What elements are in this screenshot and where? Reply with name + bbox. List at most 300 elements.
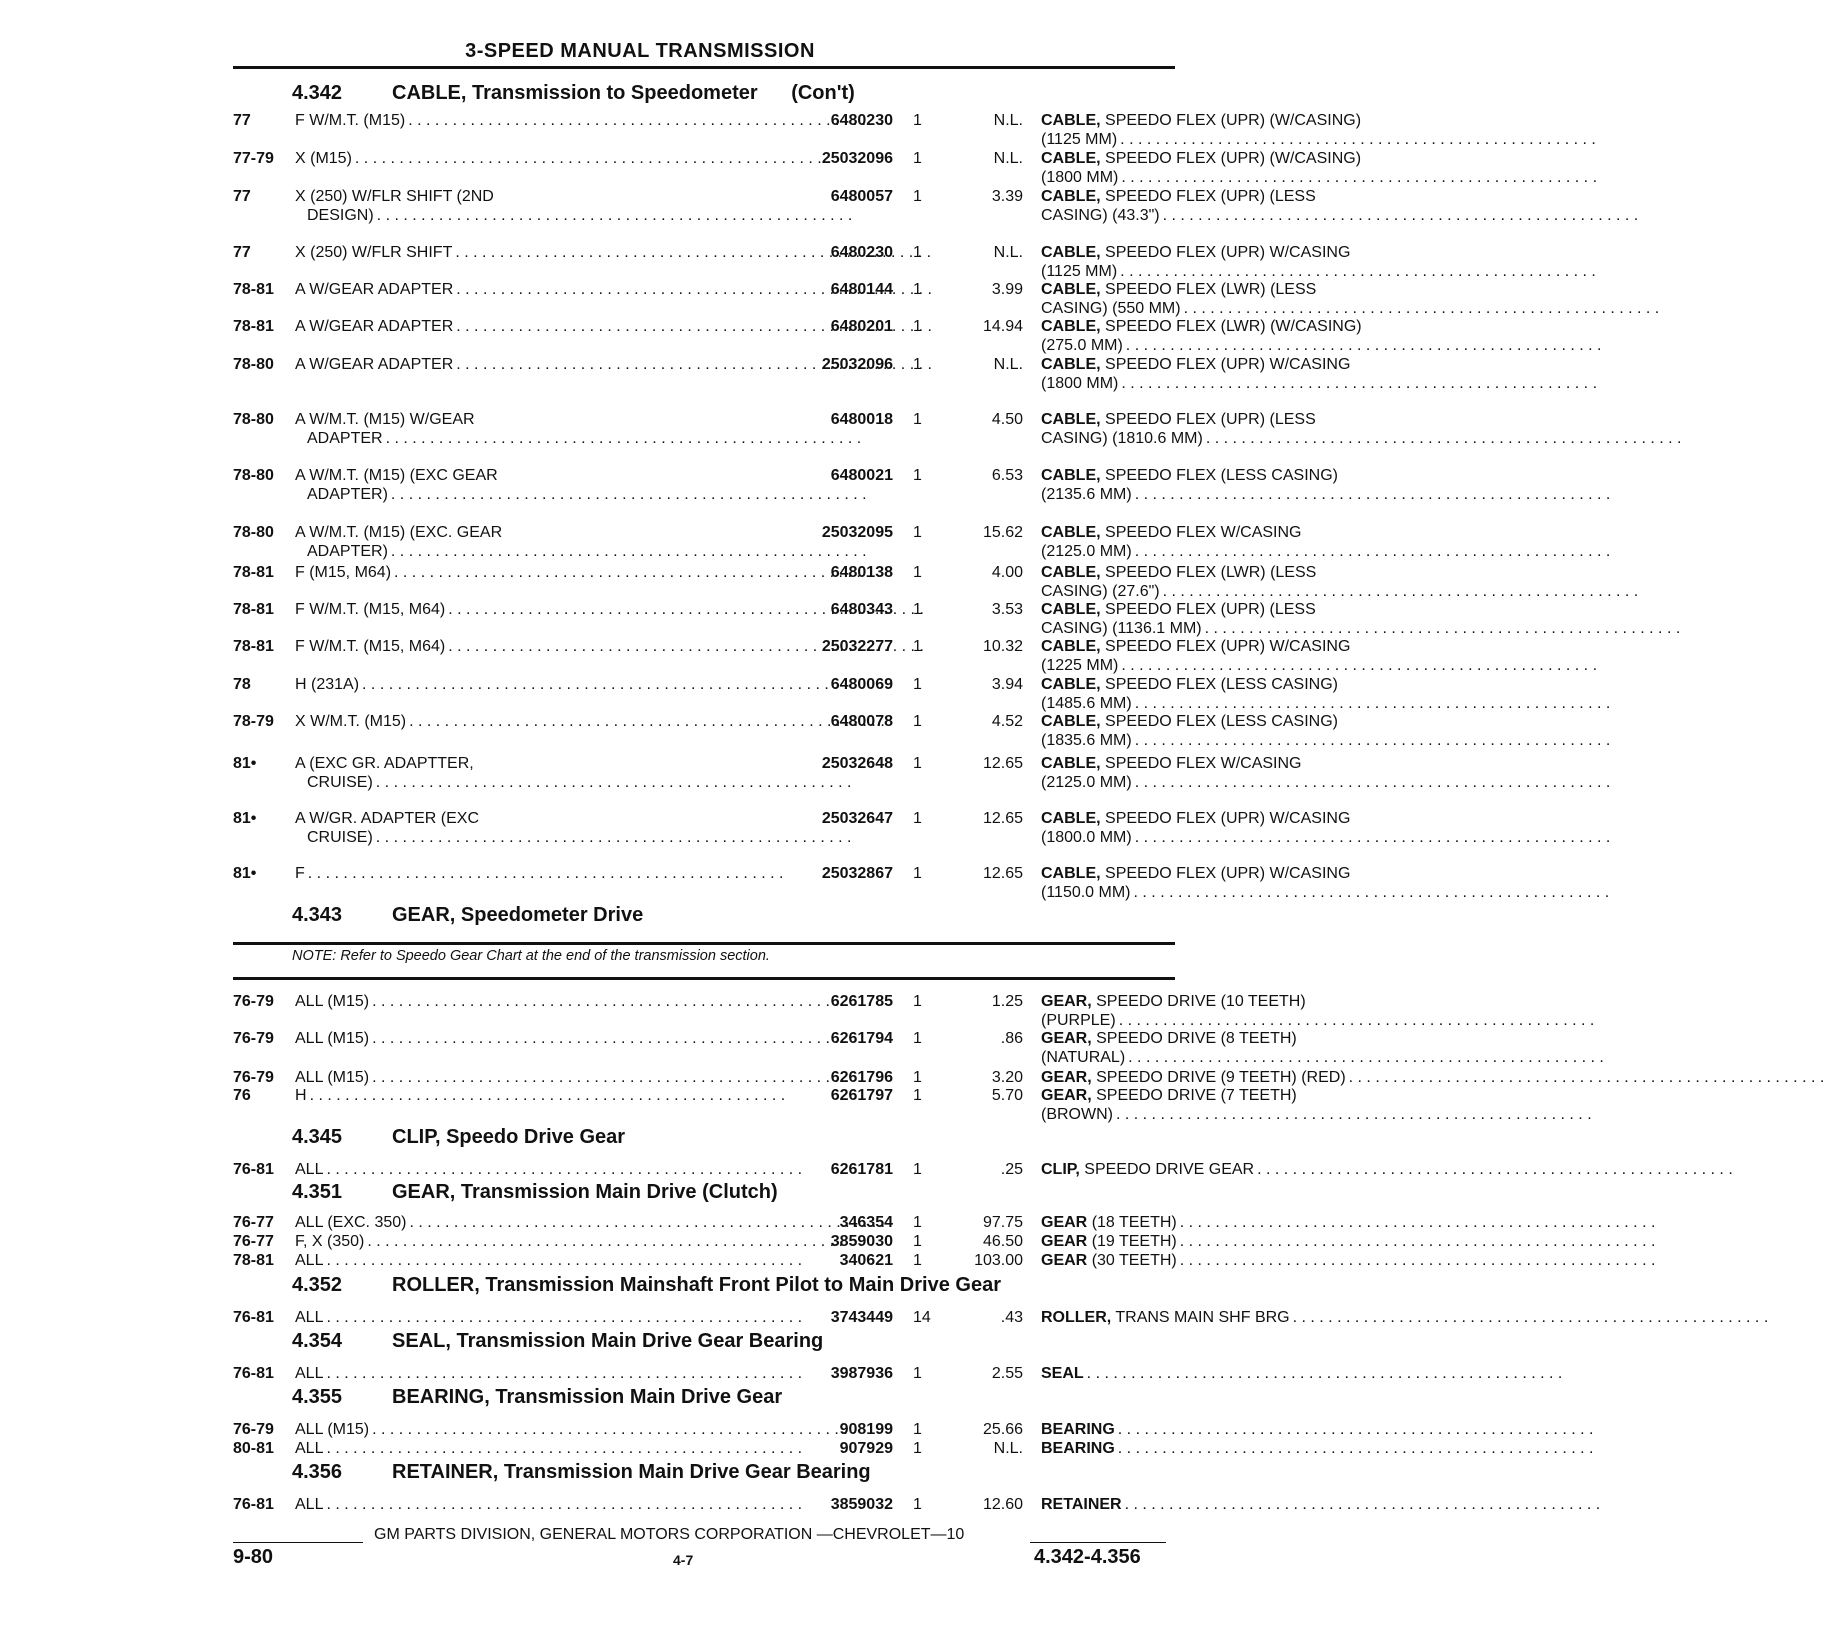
- dot-leader: [326, 1160, 802, 1179]
- dot-leader: [1257, 1160, 1733, 1179]
- description-line: [1041, 355, 1409, 374]
- model-years: 77-79: [233, 150, 274, 167]
- description-detail: SPEEDO FLEX (LWR) (W/CASING): [1105, 318, 1362, 335]
- description-text: [1041, 1308, 1293, 1327]
- application-line: [295, 864, 793, 883]
- application-line: [295, 1160, 793, 1179]
- description: [1041, 410, 1409, 448]
- application-line: [295, 243, 793, 262]
- description-line: [1041, 600, 1409, 619]
- quantity: 1: [913, 1233, 922, 1250]
- description-detail: SPEEDO FLEX W/CASING: [1105, 524, 1302, 541]
- application: [295, 1251, 793, 1270]
- dot-leader: [1184, 299, 1660, 318]
- dot-leader: [326, 1308, 802, 1327]
- description-line: [1041, 111, 1409, 130]
- dot-leader: [1128, 1048, 1604, 1067]
- quantity: 1: [913, 356, 922, 373]
- quantity: 1: [913, 601, 922, 618]
- description-line: [1041, 1213, 1409, 1232]
- description-line: [1041, 187, 1409, 206]
- application-text: CRUISE): [307, 774, 373, 791]
- price: 12.60: [982, 1496, 1023, 1513]
- dot-leader: [1121, 374, 1597, 393]
- model-years: 78-80: [233, 411, 274, 428]
- description-noun: GEAR,: [1041, 993, 1092, 1010]
- description-line: [1041, 1232, 1409, 1251]
- description-text: [1041, 1087, 1297, 1104]
- price: 12.65: [982, 755, 1023, 772]
- description-text: [1041, 1068, 1349, 1087]
- section-heading-4355: [292, 1386, 782, 1409]
- application: [295, 1439, 793, 1458]
- section-number: 4.352: [292, 1274, 343, 1296]
- part-number: 908199: [839, 1421, 893, 1438]
- description-text: [1041, 1213, 1180, 1232]
- description-text: (1125 MM): [1041, 263, 1118, 280]
- dot-leader: [362, 675, 838, 694]
- application-text: ALL: [295, 1496, 324, 1513]
- description-text: [1041, 318, 1362, 335]
- application-text: ALL (M15): [295, 1030, 370, 1047]
- price: N.L.: [993, 112, 1023, 129]
- part-number: 6261781: [830, 1161, 893, 1178]
- quantity: 1: [913, 676, 922, 693]
- note-rule-bottom: [233, 977, 1175, 980]
- dot-leader: [1180, 1232, 1656, 1251]
- model-years: 78-81: [233, 318, 274, 335]
- application: [295, 410, 793, 448]
- description-text: (1150.0 MM): [1041, 884, 1131, 901]
- description-line: [1041, 542, 1409, 561]
- quantity: 1: [913, 1030, 922, 1047]
- description-noun: CABLE,: [1041, 411, 1101, 428]
- dot-leader: [355, 149, 831, 168]
- application-line: [295, 712, 793, 731]
- dot-leader: [326, 1251, 802, 1270]
- quantity: 1: [913, 188, 922, 205]
- dot-leader: [1120, 262, 1596, 281]
- application: [295, 1086, 793, 1105]
- description: [1041, 1232, 1409, 1251]
- description: [1041, 1364, 1409, 1383]
- part-number: 6261794: [830, 1030, 893, 1047]
- section-heading-4351: [292, 1181, 778, 1204]
- description-line: [1041, 675, 1409, 694]
- description-detail: SPEEDO FLEX (LESS CASING): [1105, 467, 1338, 484]
- part-number: 25032867: [821, 865, 893, 882]
- application: [295, 1213, 793, 1232]
- description-text: [1041, 1251, 1180, 1270]
- application: [295, 1364, 793, 1383]
- page-title: 3-SPEED MANUAL TRANSMISSION: [465, 40, 815, 62]
- application-text: F W/M.T. (M15): [295, 112, 406, 129]
- model-years: 81•: [233, 755, 257, 772]
- description-text: (1800 MM): [1041, 375, 1119, 392]
- part-number: 6480230: [830, 244, 893, 261]
- application-text: F W/M.T. (M15, M64): [295, 601, 446, 618]
- section-note: NOTE: Refer to Speedo Gear Chart at the end of the transmission section.: [292, 948, 770, 964]
- description-line: [1041, 168, 1409, 187]
- quantity: 1: [913, 1214, 922, 1231]
- description: [1041, 1251, 1409, 1270]
- price: 4.52: [991, 713, 1023, 730]
- application-line: [295, 600, 793, 619]
- application: [295, 1232, 793, 1251]
- description: [1041, 187, 1409, 225]
- application: [295, 1029, 793, 1048]
- part-number: 6480138: [830, 564, 893, 581]
- description-text: (NATURAL): [1041, 1049, 1126, 1066]
- description-line: [1041, 1308, 1409, 1327]
- description-detail: SPEEDO FLEX (LESS CASING): [1105, 713, 1338, 730]
- application: [295, 563, 793, 582]
- description-detail: (30 TEETH): [1091, 1252, 1177, 1269]
- application-line: [295, 429, 793, 448]
- dot-leader: [1135, 485, 1611, 504]
- description-noun: GEAR,: [1041, 1030, 1092, 1047]
- part-number: 6480144: [830, 281, 893, 298]
- application-text: ADAPTER): [307, 543, 388, 560]
- part-number: 3859030: [830, 1233, 893, 1250]
- description-noun: CLIP,: [1041, 1161, 1080, 1178]
- description-detail: TRANS MAIN SHF BRG: [1115, 1309, 1290, 1326]
- dot-leader: [1119, 1011, 1595, 1030]
- price: 97.75: [982, 1214, 1023, 1231]
- section-heading-4354: [292, 1330, 823, 1353]
- application: [295, 1308, 793, 1327]
- description-line: [1041, 712, 1409, 731]
- application-text: ALL (EXC. 350): [295, 1214, 407, 1231]
- section-continued: (Con't): [791, 82, 855, 104]
- description-line: [1041, 694, 1409, 713]
- application: [295, 992, 793, 1011]
- application-text: F W/M.T. (M15, M64): [295, 638, 446, 655]
- description-text: [1041, 1439, 1118, 1458]
- application-text: A W/GEAR ADAPTER: [295, 281, 454, 298]
- description-text: [1041, 1030, 1297, 1047]
- dot-leader: [1135, 694, 1611, 713]
- price: 103.00: [974, 1252, 1023, 1269]
- section-title: GEAR, Transmission Main Drive (Clutch): [392, 1181, 778, 1203]
- application-line: [295, 1213, 793, 1232]
- model-years: 76-77: [233, 1214, 274, 1231]
- quantity: 1: [913, 112, 922, 129]
- application-line: A W/M.T. (M15) (EXC GEAR: [295, 467, 498, 484]
- description-line: [1041, 206, 1409, 225]
- description-noun: GEAR: [1041, 1214, 1088, 1231]
- description-text: (1485.6 MM): [1041, 695, 1132, 712]
- description-line: [1041, 410, 1409, 429]
- section-title: CABLE, Transmission to Speedometer: [392, 82, 758, 104]
- description: [1041, 712, 1409, 750]
- description-noun: CABLE,: [1041, 755, 1101, 772]
- section-heading-4356: [292, 1461, 871, 1484]
- application-line: [295, 1308, 793, 1327]
- description: [1041, 809, 1409, 847]
- price: 3.53: [991, 601, 1023, 618]
- part-number: 6480018: [830, 411, 893, 428]
- quantity: 1: [913, 713, 922, 730]
- application-line: [295, 1420, 793, 1439]
- description-line: [1041, 1251, 1409, 1270]
- dot-leader: [377, 206, 853, 225]
- section-title: ROLLER, Transmission Mainshaft Front Pilot to Main Drive Gear: [392, 1274, 1001, 1296]
- application-text: X W/M.T. (M15): [295, 713, 407, 730]
- price: 15.62: [982, 524, 1023, 541]
- model-years: 78-81: [233, 1252, 274, 1269]
- dot-leader: [1121, 656, 1597, 675]
- model-years: 76-79: [233, 1069, 274, 1086]
- application-line: [295, 355, 793, 374]
- application: [295, 466, 793, 504]
- description: [1041, 675, 1409, 713]
- description: [1041, 754, 1409, 792]
- dot-leader: [1116, 1105, 1592, 1124]
- description-noun: CABLE,: [1041, 676, 1101, 693]
- model-years: 78-80: [233, 524, 274, 541]
- description-detail: (18 TEETH): [1091, 1214, 1177, 1231]
- description-text: (275.0 MM): [1041, 337, 1123, 354]
- description-line: [1041, 828, 1409, 847]
- application-line: [295, 206, 793, 225]
- description-text: [1041, 1495, 1125, 1514]
- part-number: 340621: [839, 1252, 893, 1269]
- description-noun: CABLE,: [1041, 810, 1101, 827]
- description-text: (PURPLE): [1041, 1012, 1116, 1029]
- section-number: 4.343: [292, 904, 343, 926]
- description-line: [1041, 243, 1409, 262]
- description-text: [1041, 411, 1316, 428]
- part-number: 25032648: [821, 755, 893, 772]
- part-number: 25032647: [821, 810, 893, 827]
- application-text: H: [295, 1087, 307, 1104]
- price: 3.99: [991, 281, 1023, 298]
- description-detail: SPEEDO FLEX (UPR) (W/CASING): [1105, 150, 1362, 167]
- footer-rule-right: [1030, 1542, 1166, 1543]
- application-line: [295, 1068, 793, 1087]
- price: 1.25: [991, 993, 1023, 1010]
- description-line: [1041, 1364, 1409, 1383]
- description-line: [1041, 280, 1409, 299]
- description-text: [1041, 601, 1316, 618]
- quantity: 1: [913, 1365, 922, 1382]
- model-years: 76-79: [233, 993, 274, 1010]
- description-line: [1041, 582, 1409, 601]
- dot-leader: [1163, 206, 1639, 225]
- description-text: CASING) (1810.6 MM): [1041, 430, 1203, 447]
- description: [1041, 466, 1409, 504]
- application: [295, 675, 793, 694]
- description-text: [1041, 281, 1316, 298]
- application: [295, 712, 793, 731]
- quantity: 14: [913, 1309, 931, 1326]
- application-line: [295, 1439, 793, 1458]
- price: 4.00: [991, 564, 1023, 581]
- description-detail: SPEEDO FLEX W/CASING: [1105, 755, 1302, 772]
- application-line: A (EXC GR. ADAPTTER,: [295, 755, 474, 772]
- dot-leader: [326, 1364, 802, 1383]
- description-line: [1041, 563, 1409, 582]
- description-text: [1041, 638, 1350, 655]
- section-number: 4.351: [292, 1181, 343, 1203]
- application: [295, 809, 793, 847]
- description-line: [1041, 864, 1409, 883]
- part-number: 907929: [839, 1440, 893, 1457]
- description: [1041, 149, 1409, 187]
- part-number: 25032096: [821, 356, 893, 373]
- quantity: 1: [913, 755, 922, 772]
- description-line: [1041, 336, 1409, 355]
- part-number: 3859032: [830, 1496, 893, 1513]
- part-number: 6480057: [830, 188, 893, 205]
- quantity: 1: [913, 1421, 922, 1438]
- description-text: [1041, 1420, 1118, 1439]
- description: [1041, 317, 1409, 355]
- description: [1041, 600, 1409, 638]
- price: N.L.: [993, 356, 1023, 373]
- description: [1041, 637, 1409, 675]
- description-detail: SPEEDO FLEX (UPR) (LESS: [1105, 601, 1316, 618]
- model-years: 78-81: [233, 601, 274, 618]
- description-text: [1041, 244, 1350, 261]
- description-detail: SPEEDO FLEX (UPR) W/CASING: [1105, 865, 1351, 882]
- quantity: 1: [913, 564, 922, 581]
- section-heading-4343: [292, 904, 643, 927]
- quantity: 1: [913, 1069, 922, 1086]
- section-number: 4.354: [292, 1330, 343, 1352]
- description-line: [1041, 656, 1409, 675]
- description-text: [1041, 356, 1350, 373]
- dot-leader: [1135, 828, 1611, 847]
- description-line: [1041, 1011, 1409, 1030]
- application-line: X (250) W/FLR SHIFT (2ND: [295, 188, 494, 205]
- description: [1041, 1029, 1409, 1067]
- application: [295, 317, 793, 336]
- application: [295, 1420, 793, 1439]
- quantity: 1: [913, 865, 922, 882]
- dot-leader: [1163, 582, 1639, 601]
- section-title: GEAR, Speedometer Drive: [392, 904, 644, 926]
- quantity: 1: [913, 638, 922, 655]
- application-text: X (M15): [295, 150, 352, 167]
- description-line: [1041, 1160, 1409, 1179]
- model-years: 78: [233, 676, 251, 693]
- dot-leader: [1135, 542, 1611, 561]
- application-text: ADAPTER: [307, 430, 383, 447]
- description-text: [1041, 467, 1338, 484]
- description-noun: SEAL: [1041, 1365, 1084, 1382]
- section-heading-4345: [292, 1126, 625, 1149]
- description-line: [1041, 619, 1409, 638]
- application: [295, 243, 793, 262]
- model-years: 77: [233, 244, 251, 261]
- application-text: ALL: [295, 1252, 324, 1269]
- model-years: 76-81: [233, 1496, 274, 1513]
- description: [1041, 111, 1409, 149]
- part-number: 346354: [839, 1214, 893, 1231]
- description-detail: SPEEDO DRIVE (9 TEETH) (RED): [1096, 1069, 1346, 1086]
- description-text: [1041, 1364, 1087, 1383]
- description-detail: SPEEDO FLEX (LWR) (LESS: [1105, 564, 1317, 581]
- dot-leader: [1121, 168, 1597, 187]
- description-noun: CABLE,: [1041, 112, 1101, 129]
- dot-leader: [1118, 1420, 1594, 1439]
- application-line: [295, 563, 793, 582]
- footer-date: 9-80: [233, 1546, 274, 1568]
- model-years: 78-81: [233, 638, 274, 655]
- description-line: [1041, 374, 1409, 393]
- part-number: 6480078: [830, 713, 893, 730]
- application-text: ALL: [295, 1365, 324, 1382]
- application-text: F, X (350): [295, 1233, 365, 1250]
- description-line: [1041, 754, 1409, 773]
- application-line: [295, 1029, 793, 1048]
- price: 5.70: [991, 1087, 1023, 1104]
- application-line: [295, 828, 793, 847]
- description-noun: GEAR: [1041, 1233, 1088, 1250]
- application-line: A W/M.T. (M15) (EXC. GEAR: [295, 524, 503, 541]
- part-number: 6480021: [830, 467, 893, 484]
- price: 46.50: [982, 1233, 1023, 1250]
- price: .25: [1000, 1161, 1023, 1178]
- description-line: [1041, 523, 1409, 542]
- description-text: (2125.0 MM): [1041, 774, 1132, 791]
- application-text: ALL (M15): [295, 1421, 370, 1438]
- application: [295, 1068, 793, 1087]
- description-line: [1041, 317, 1409, 336]
- price: 4.50: [991, 411, 1023, 428]
- description-noun: BEARING: [1041, 1421, 1115, 1438]
- description: [1041, 1308, 1409, 1327]
- application: [295, 149, 793, 168]
- model-years: 80-81: [233, 1440, 274, 1457]
- description-detail: SPEEDO FLEX (UPR) W/CASING: [1105, 810, 1351, 827]
- quantity: 1: [913, 150, 922, 167]
- description-line: [1041, 773, 1409, 792]
- price: 25.66: [982, 1421, 1023, 1438]
- description-detail: SPEEDO FLEX (UPR) W/CASING: [1105, 356, 1351, 373]
- dot-leader: [1120, 130, 1596, 149]
- description-line: [1041, 1048, 1409, 1067]
- description-text: CASING) (1136.1 MM): [1041, 620, 1202, 637]
- description-line: [1041, 809, 1409, 828]
- description-line: [1041, 1105, 1409, 1124]
- part-number: 6261797: [830, 1087, 893, 1104]
- description-text: (1800 MM): [1041, 169, 1119, 186]
- footer-corporation: GM PARTS DIVISION, GENERAL MOTORS CORPORATION —CHEVROLET—10: [374, 1526, 965, 1543]
- model-years: 77: [233, 112, 251, 129]
- application: [295, 280, 793, 299]
- application: [295, 355, 793, 374]
- description-noun: CABLE,: [1041, 865, 1101, 882]
- description: [1041, 523, 1409, 561]
- application-line: [295, 149, 793, 168]
- application: [295, 1160, 793, 1179]
- price: 3.94: [991, 676, 1023, 693]
- description-line: [1041, 466, 1409, 485]
- model-years: 81•: [233, 810, 257, 827]
- price: N.L.: [993, 244, 1023, 261]
- note-rule-top: [233, 942, 1175, 945]
- price: N.L.: [993, 150, 1023, 167]
- application-text: ALL: [295, 1440, 324, 1457]
- description-line: [1041, 149, 1409, 168]
- description-noun: CABLE,: [1041, 564, 1101, 581]
- description-text: [1041, 755, 1302, 772]
- quantity: 1: [913, 993, 922, 1010]
- application-line: [295, 542, 793, 561]
